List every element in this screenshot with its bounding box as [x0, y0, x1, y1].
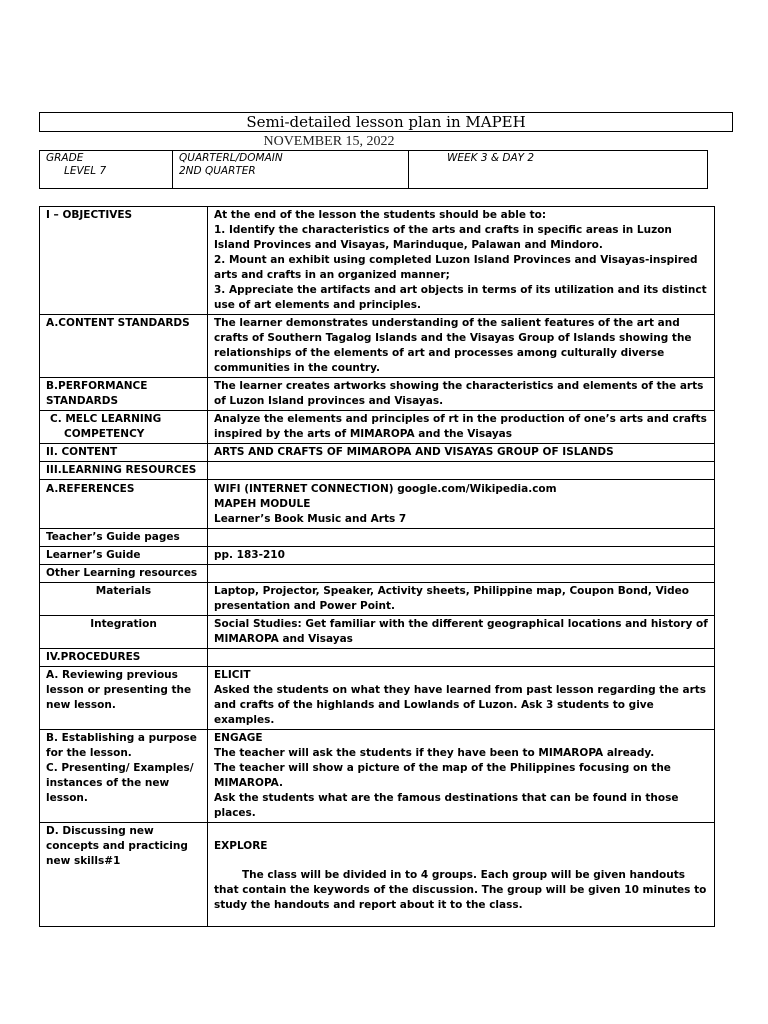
reviewing-cell: [208, 667, 715, 730]
materials-row: [40, 583, 715, 616]
integration-label-cell: [40, 616, 208, 649]
step-line: Ask the students what are the famous destinations that can be found in those places.: [214, 792, 679, 819]
page-title: Semi-detailed lesson plan in MAPEH: [39, 112, 733, 132]
objective-item: 2. Mount an exhibit using completed Luzon Island Provinces and Visayas-inspired arts and crafts in an organized manner;: [214, 254, 698, 281]
discussing-cell: [208, 823, 715, 927]
objectives-cell: [208, 207, 715, 315]
content-standards-row: [40, 315, 715, 378]
references-cell: [208, 480, 715, 529]
integration-row: [40, 616, 715, 649]
row-label: Materials: [95, 585, 152, 597]
reference-line: MAPEH MODULE: [214, 498, 311, 510]
row-text: The learner creates artworks showing the characteristics and elements of the arts of Luzon Island provinces and Visayas.: [208, 378, 715, 411]
row-label: III.LEARNING RESOURCES: [40, 462, 208, 480]
row-label: Learner’s Guide: [40, 547, 208, 565]
references-row: [40, 480, 715, 529]
row-text: pp. 183-210: [208, 547, 715, 565]
purpose-row: [40, 730, 715, 823]
row-label: B.PERFORMANCE STANDARDS: [40, 378, 208, 411]
learning-resources-row: [40, 462, 715, 480]
row-label: C. Presenting/ Examples/ instances of the new lesson.: [46, 762, 194, 804]
row-label: COMPETENCY: [64, 428, 145, 440]
procedures-row: [40, 649, 715, 667]
purpose-cell: [208, 730, 715, 823]
row-label: D. Discussing new concepts and practicing new skills#1: [40, 823, 208, 927]
row-label: A.REFERENCES: [40, 480, 208, 529]
week-day-cell: [409, 151, 708, 189]
discussing-row: [40, 823, 715, 927]
step-text: Asked the students on what they have learned from past lesson regarding the arts and crafts of the highlands and Lowlands of Luzon. Ask 3 students to give examples.: [214, 684, 707, 726]
domain-cell: [173, 151, 409, 189]
lesson-date: NOVEMBER 15, 2022: [263, 134, 395, 149]
reference-line: WIFI (INTERNET CONNECTION) google.com/Wikipedia.com: [214, 483, 557, 495]
step-line: The teacher will ask the students if they have been to MIMAROPA already.: [214, 747, 655, 759]
row-label: B. Establishing a purpose for the lesson.: [46, 732, 197, 759]
step-text: The class will be divided in to 4 groups. Each group will be given handouts that contain the keywords of the discussion. The group will be given 10 minutes to study the handouts and report about it to the class.: [214, 869, 707, 911]
row-label: Integration: [90, 618, 157, 630]
grade-level: LEVEL 7: [64, 165, 107, 177]
objectives-intro: At the end of the lesson the students should be able to:: [214, 209, 547, 221]
learners-guide-row: [40, 547, 715, 565]
reference-line: Learner’s Book Music and Arts 7: [214, 513, 407, 525]
grade-label: GRADE: [46, 152, 84, 164]
step-heading: ELICIT: [214, 669, 251, 681]
row-text: [208, 649, 715, 667]
step-heading: EXPLORE: [214, 840, 268, 852]
row-label: A.CONTENT STANDARDS: [40, 315, 208, 378]
row-label: IV.PROCEDURES: [40, 649, 208, 667]
melc-row: [40, 411, 715, 444]
grade-cell: [40, 151, 173, 189]
row-text: ARTS AND CRAFTS OF MIMAROPA AND VISAYAS GROUP OF ISLANDS: [208, 444, 715, 462]
row-label: Other Learning resources: [40, 565, 208, 583]
melc-label-cell: [40, 411, 208, 444]
domain-value: 2ND QUARTER: [179, 165, 256, 177]
step-line: The teacher will show a picture of the map of the Philippines focusing on the MIMAROPA.: [214, 762, 671, 789]
step-heading: ENGAGE: [214, 732, 263, 744]
other-resources-row: [40, 565, 715, 583]
row-label: C. MELC LEARNING: [50, 413, 162, 425]
objectives-row: [40, 207, 715, 315]
row-label: II. CONTENT: [40, 444, 208, 462]
materials-label-cell: [40, 583, 208, 616]
week-day: WEEK 3 & DAY 2: [447, 152, 535, 164]
teachers-guide-row: [40, 529, 715, 547]
objective-item: 1. Identify the characteristics of the arts and crafts in specific areas in Luzon Island Provinces and Visayas, Marinduque, Palawan and Mindoro.: [214, 224, 672, 251]
row-label: I – OBJECTIVES: [40, 207, 208, 315]
reviewing-row: [40, 667, 715, 730]
objective-item: 3. Appreciate the artifacts and art objects in terms of its utilization and its distinct use of art elements and principles.: [214, 284, 707, 311]
row-text: Analyze the elements and principles of rt in the production of one’s arts and crafts inspired by the arts of MIMAROPA and the Visayas: [208, 411, 715, 444]
header-table: [39, 150, 708, 189]
performance-standards-row: [40, 378, 715, 411]
row-text: [208, 462, 715, 480]
row-label: A. Reviewing previous lesson or presenting the new lesson.: [40, 667, 208, 730]
content-row: [40, 444, 715, 462]
row-text: The learner demonstrates understanding of the salient features of the art and crafts of Southern Tagalog Islands and the Visayas Group of Islands showing the relationships of the elements of art and processes among culturally diverse communities in the country.: [208, 315, 715, 378]
domain-label: QUARTERL/DOMAIN: [179, 152, 283, 164]
row-text: [208, 565, 715, 583]
row-text: [208, 529, 715, 547]
row-text: Social Studies: Get familiar with the different geographical locations and history of MIMAROPA and Visayas: [208, 616, 715, 649]
lesson-plan-table: [39, 206, 715, 927]
row-label: Teacher’s Guide pages: [40, 529, 208, 547]
row-text: Laptop, Projector, Speaker, Activity sheets, Philippine map, Coupon Bond, Video presentation and Power Point.: [208, 583, 715, 616]
purpose-label-cell: [40, 730, 208, 823]
